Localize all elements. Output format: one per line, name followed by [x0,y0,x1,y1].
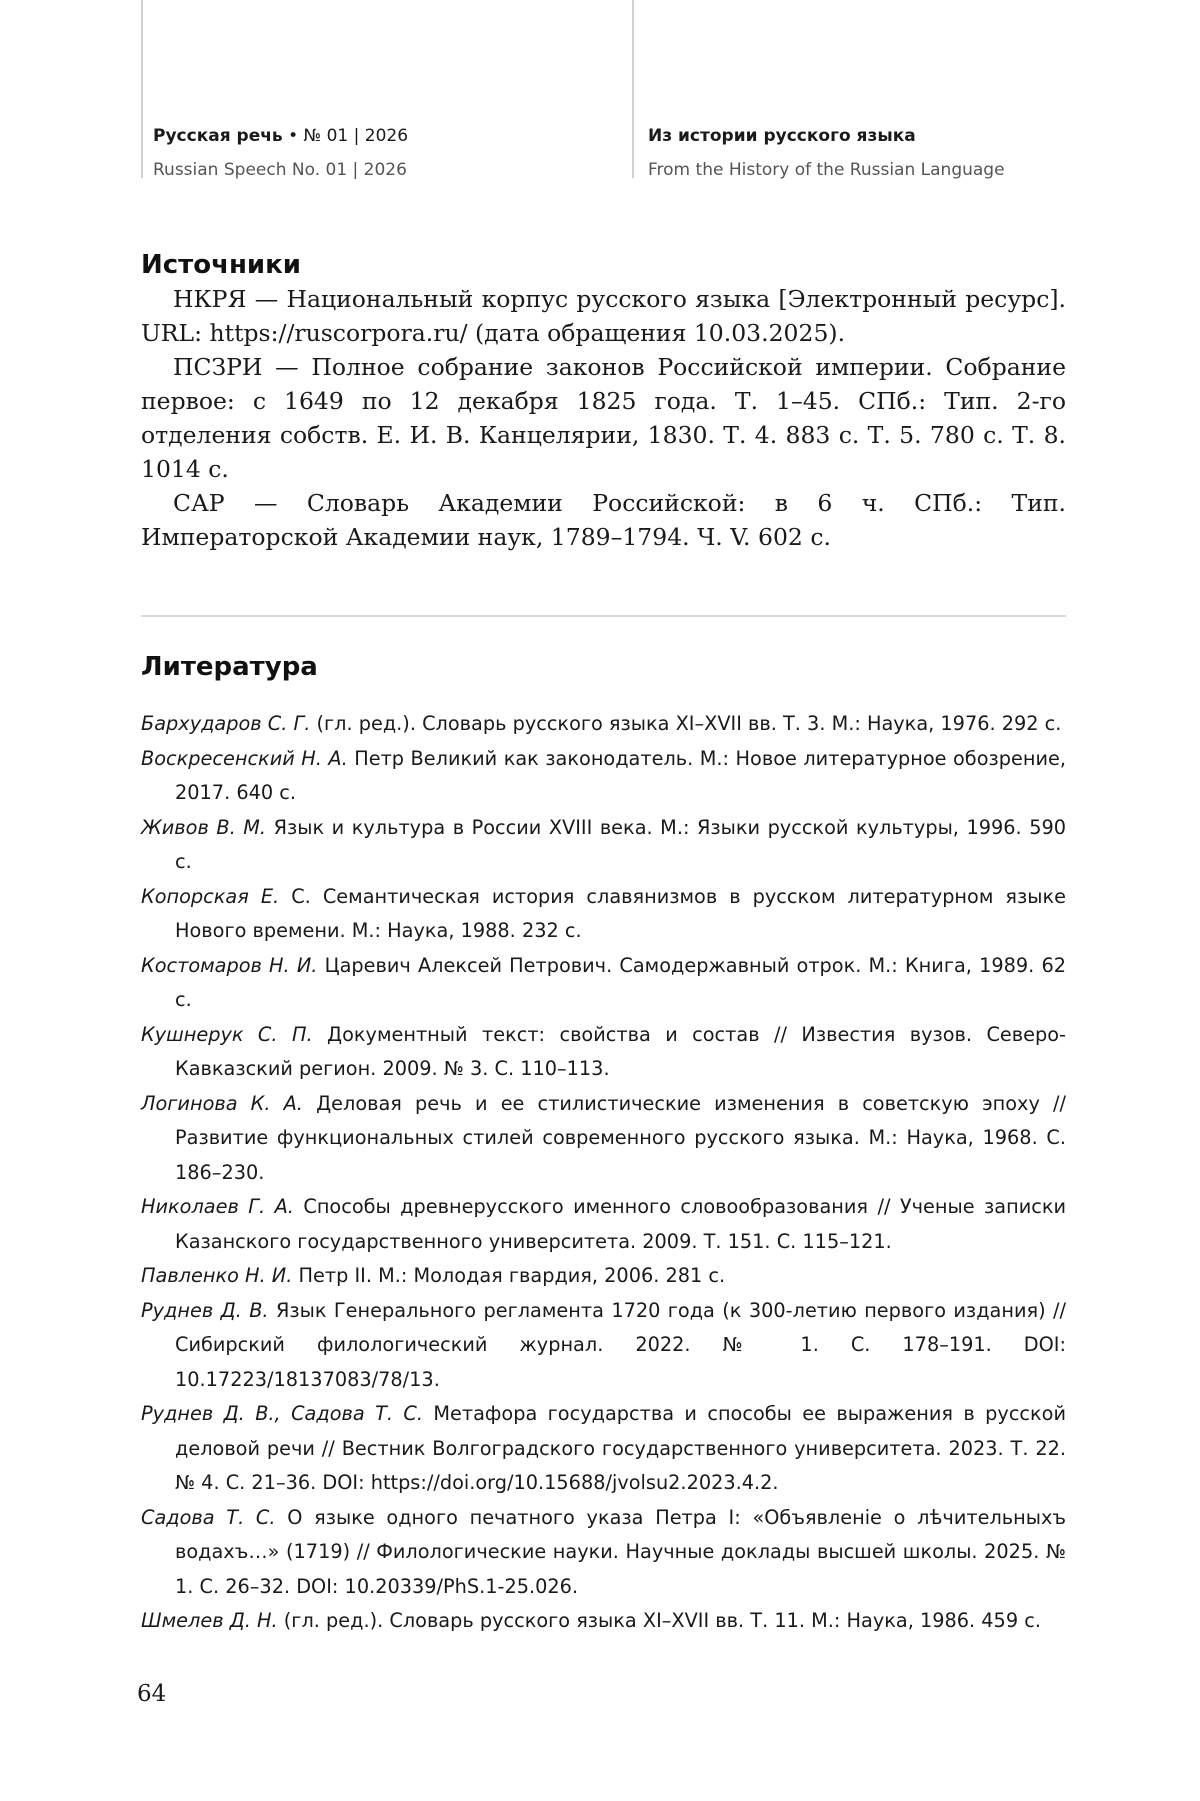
journal-title-en: Russian Speech No. 01 | 2026 [153,160,407,180]
literature-text: Метафора государства и способы ее выражения в русской деловой речи // Вестник Волгоградского государственного университета. 2023. Т. 22. № 4. С. 21–36. DOI: https://doi.org/10.15688/jvolsu2.2023.4.2. [175,1402,1066,1494]
literature-text: О языке одного печатного указа Петра I: «Объявленіе о лѣчительныхъ водахъ…» (1719) // Филологические науки. Научные доклады высшей школы. 2025. № 1. С. 26–32. DOI: 10.20339/PhS.1-25.026. [175,1505,1066,1598]
page-number: 64 [137,1681,167,1707]
literature-text: (гл. ред.). Словарь русского языка XI–XVII вв. Т. 3. М.: Наука, 1976. 292 с. [310,712,1062,735]
section-title-en: From the History of the Russian Language [648,160,1005,180]
literature-title: Литература [141,652,318,682]
literature-item [141,1294,1066,1398]
literature-author: Руднев Д. В. [141,1298,269,1322]
header-section [648,119,1088,187]
section-title-ru: Из истории русского языка [648,126,916,146]
literature-item [141,742,1066,811]
literature-text: Документный текст: свойства и состав // Известия вузов. Северо-Кавказский регион. 2009. № 3. С. 110–113. [175,1022,1067,1080]
literature-author: Кушнерук С. П. [141,1022,313,1046]
literature-author: Шмелев Д. Н. [141,1609,278,1632]
literature-item [141,811,1066,880]
literature-author: Руднев Д. В., Садова Т. С. [141,1402,423,1425]
literature-text: Язык и культура в России XVIII века. М.: Языки русской культуры, 1996. 590 с. [175,815,1066,873]
literature-author: Павленко Н. И. [141,1264,293,1287]
literature-item [141,1087,1066,1191]
literature-author: Воскресенский Н. А. [141,746,348,770]
source-item: НКРЯ — Национальный корпус русского языка [Электронный ресурс]. URL: https://ruscorpora.ru/ (дата обращения 10.03.2025). [141,285,1066,347]
header-journal: Русская речь • № 01 | 2026 Russian Speech No. 01 | 2026 [153,119,613,187]
journal-issue-ru: № 01 | 2026 [303,126,409,146]
literature-author: Копорская Е. [141,884,280,908]
literature-author: Живов В. М. [141,815,267,839]
literature-author: Логинова К. А. [141,1091,303,1115]
literature-author: Николаев Г. А. [141,1195,294,1218]
literature-author: Бархударов С. Г. [141,712,311,735]
literature-text: (гл. ред.). Словарь русского языка XI–XVII вв. Т. 11. М.: Наука, 1986. 459 с. [277,1609,1041,1632]
journal-title-ru: Русская речь [153,126,283,146]
literature-list [141,707,1066,1639]
literature-author: Костомаров Н. И. [141,953,318,977]
source-item: ПСЗРИ — Полное собрание законов Российской империи. Собрание первое: с 1649 по 12 декабря 1825 года. Т. 1–45. СПб.: Тип. 2-го отделения собств. Е. И. В. Канцелярии, 1830. Т. 4. 883 с. Т. 5. 780 с. Т. 8. 1014 с. [141,353,1066,483]
literature-item [141,1190,1066,1259]
literature-text: Деловая речь и ее стилистические изменения в советскую эпоху // Развитие функциональных стилей современного русского языка. М.: Наука, 1968. С. 186–230. [175,1091,1066,1184]
sources-list [141,282,1066,554]
sources-title: Источники [141,250,301,280]
header-rule-left [141,0,143,178]
literature-item [141,707,1066,742]
literature-text: С. Семантическая история славянизмов в русском литературном языке Нового времени. М.: Наука, 1988. 232 с. [175,884,1067,942]
literature-item [141,1604,1066,1639]
literature-item [141,1018,1066,1087]
literature-text: Петр II. М.: Молодая гвардия, 2006. 281 с. [292,1264,726,1287]
literature-item [141,1397,1066,1501]
literature-item [141,949,1066,1018]
literature-text: Петр Великий как законодатель. М.: Новое литературное обозрение, 2017. 640 с. [175,746,1066,804]
header-rule-right [632,0,634,178]
literature-item [141,1259,1066,1294]
literature-item [141,880,1066,949]
source-item: САР — Словарь Академии Российской: в 6 ч. СПб.: Тип. Императорской Академии наук, 1789–1794. Ч. V. 602 с. [141,489,1066,551]
section-divider [141,615,1066,617]
literature-text: Язык Генерального регламента 1720 года (к 300-летию первого издания) // Сибирский филологический журнал. 2022. № 1. С. 178–191. DOI: 10.17223/18137083/78/13. [175,1298,1066,1391]
literature-author: Садова Т. С. [141,1505,276,1529]
literature-text: Способы древнерусского именного словообразования // Ученые записки Казанского государственного университета. 2009. Т. 151. С. 115–121. [175,1195,1066,1253]
literature-text: Царевич Алексей Петрович. Самодержавный отрок. М.: Книга, 1989. 62 с. [175,953,1066,1011]
literature-item [141,1501,1066,1605]
